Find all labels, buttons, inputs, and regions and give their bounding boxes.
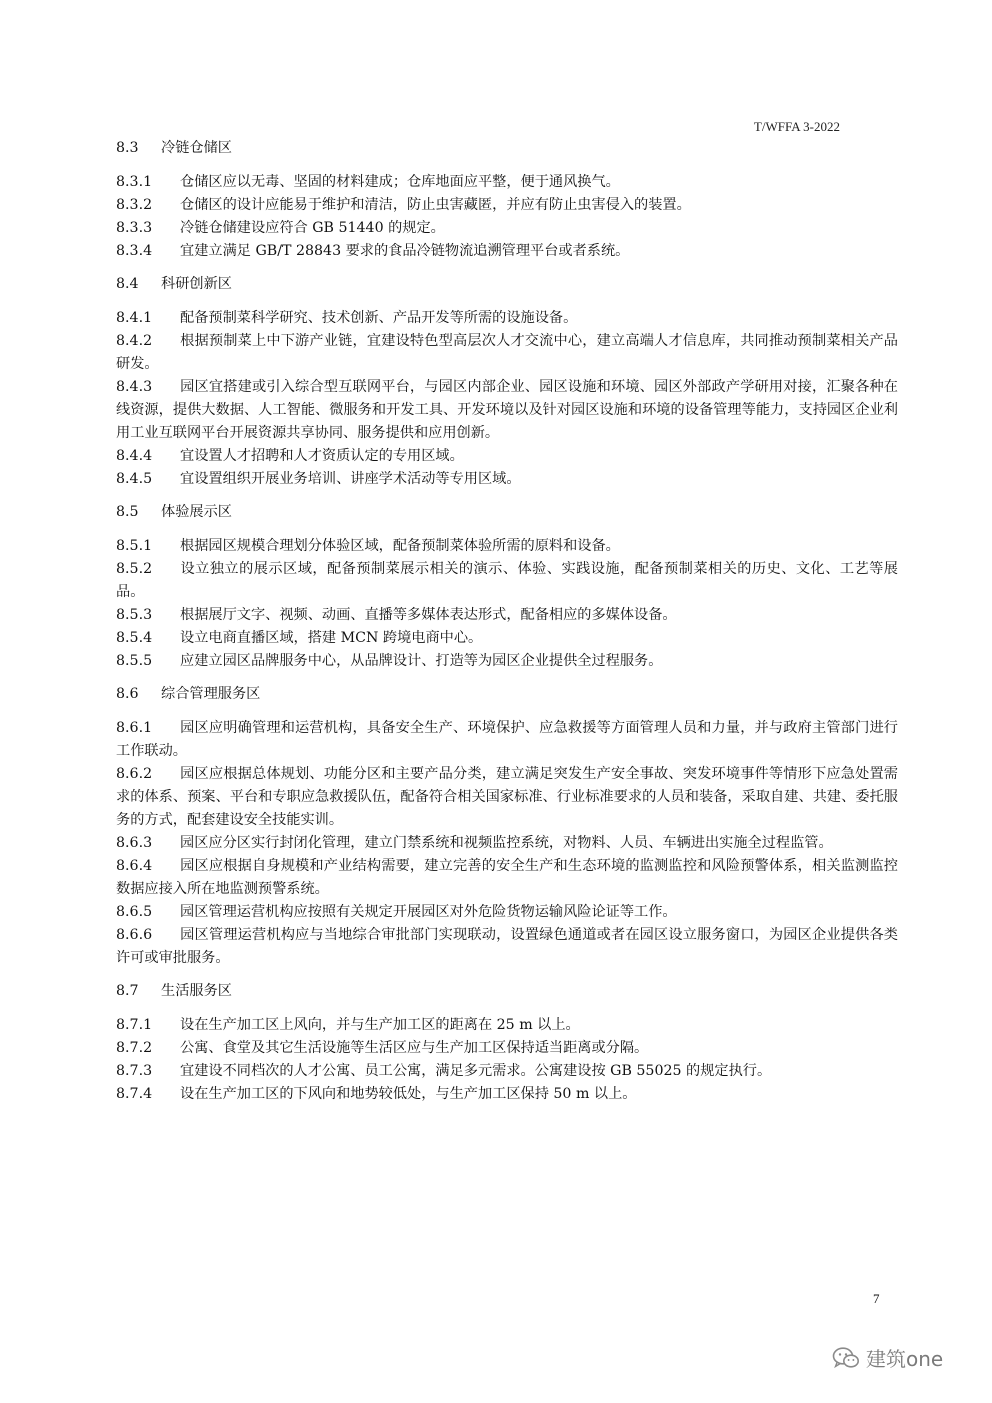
clause-number: 8.4.5	[116, 471, 153, 487]
clause-text: 仓储区应以无毒、坚固的材料建成；仓库地面应平整，便于通风换气。	[180, 174, 620, 190]
section	[116, 980, 898, 1106]
clause-number: 8.6.6	[116, 927, 153, 943]
clause	[116, 558, 898, 604]
clause	[116, 376, 898, 445]
clause-text: 仓储区的设计应能易于维护和清洁，防止虫害藏匿，并应有防止虫害侵入的装置。	[180, 197, 691, 213]
clause	[116, 1083, 898, 1106]
clause	[116, 445, 898, 468]
clause-number: 8.3.2	[116, 197, 153, 213]
section-heading	[116, 501, 898, 524]
clause	[116, 330, 898, 376]
clause	[116, 1014, 898, 1037]
clause-number: 8.7.2	[116, 1040, 153, 1056]
clause-number: 8.6.4	[116, 858, 153, 874]
clause-text: 设在生产加工区的下风向和地势较低处，与生产加工区保持 50 m 以上。	[180, 1086, 637, 1102]
clause-number: 8.7.4	[116, 1086, 153, 1102]
clause-number: 8.5.2	[116, 561, 153, 577]
document-code: T/WFFA 3-2022	[753, 119, 840, 134]
clause-number: 8.4.2	[116, 333, 153, 349]
clause	[116, 832, 898, 855]
section-heading	[116, 980, 898, 1003]
clause-number: 8.5.4	[116, 630, 153, 646]
clause-text: 园区应根据自身规模和产业结构需要，建立完善的安全生产和生态环境的监测监控和风险预警体系，相关监测监控数据应接入所在地监测预警系统。	[116, 858, 898, 897]
clause	[116, 1060, 898, 1083]
clause-text: 根据园区规模合理划分体验区域，配备预制菜体验所需的原料和设备。	[180, 538, 620, 554]
section-number: 8.5	[116, 504, 139, 520]
clause-text: 宜建立满足 GB/T 28843 要求的食品冷链物流追溯管理平台或者系统。	[180, 243, 630, 259]
clause	[116, 194, 898, 217]
clause-text: 设在生产加工区上风向，并与生产加工区的距离在 25 m 以上。	[180, 1017, 580, 1033]
clause-text: 公寓、食堂及其它生活设施等生活区应与生产加工区保持适当距离或分隔。	[180, 1040, 649, 1056]
section	[116, 501, 898, 673]
clause-text: 设立独立的展示区域，配备预制菜展示相关的演示、体验、实践设施，配备预制菜相关的历史、文化、工艺等展品。	[116, 561, 898, 600]
section	[116, 683, 898, 970]
section-heading	[116, 273, 898, 296]
clause	[116, 307, 898, 330]
clause-text: 宜设置人才招聘和人才资质认定的专用区域。	[180, 448, 464, 464]
clause	[116, 535, 898, 558]
clause	[116, 855, 898, 901]
clause-text: 配备预制菜科学研究、技术创新、产品开发等所需的设施设备。	[180, 310, 578, 326]
clause-number: 8.7.3	[116, 1063, 153, 1079]
clause	[116, 1037, 898, 1060]
section-title: 科研创新区	[161, 276, 232, 292]
section	[116, 273, 898, 491]
wechat-icon	[832, 1346, 860, 1370]
clause-number: 8.7.1	[116, 1017, 153, 1033]
clause-text: 园区应分区实行封闭化管理，建立门禁系统和视频监控系统，对物料、人员、车辆进出实施全过程监管。	[180, 835, 833, 851]
clause-text: 园区应明确管理和运营机构，具备安全生产、环境保护、应急救援等方面管理人员和力量，并与政府主管部门进行工作联动。	[116, 720, 898, 759]
clause	[116, 604, 898, 627]
section-heading	[116, 683, 898, 706]
clause-number: 8.4.3	[116, 379, 153, 395]
page-number: 7	[873, 1291, 880, 1306]
clause-text: 园区管理运营机构应按照有关规定开展园区对外危险货物运输风险论证等工作。	[180, 904, 677, 920]
clause	[116, 763, 898, 832]
clause-number: 8.3.1	[116, 174, 153, 190]
clause-text: 园区宜搭建或引入综合型互联网平台，与园区内部企业、园区设施和环境、园区外部政产学研用对接，汇聚各种在线资源，提供大数据、人工智能、微服务和开发工具、开发环境以及针对园区设施和环境的设备管理等能力，支持园区企业利用工业互联网平台开展资源共享协同、服务提供和应用创新。	[116, 379, 898, 441]
clause	[116, 901, 898, 924]
clause-number: 8.6.2	[116, 766, 153, 782]
clause	[116, 217, 898, 240]
clause-text: 根据预制菜上中下游产业链，宜建设特色型高层次人才交流中心，建立高端人才信息库，共同推动预制菜相关产品研发。	[116, 333, 898, 372]
section	[116, 137, 898, 263]
watermark-text: 建筑one	[866, 1347, 944, 1371]
clause	[116, 924, 898, 970]
clause	[116, 171, 898, 194]
section-number: 8.6	[116, 686, 139, 702]
clause-text: 设立电商直播区域，搭建 MCN 跨境电商中心。	[180, 630, 483, 646]
clause-number: 8.5.3	[116, 607, 153, 623]
section-title: 冷链仓储区	[161, 140, 232, 156]
section-number: 8.3	[116, 140, 139, 156]
clause-number: 8.6.1	[116, 720, 153, 736]
clause-number: 8.4.4	[116, 448, 153, 464]
section-number: 8.4	[116, 276, 139, 292]
clause-number: 8.4.1	[116, 310, 153, 326]
document-body	[116, 137, 898, 1106]
clause-number: 8.6.5	[116, 904, 153, 920]
clause-text: 根据展厅文字、视频、动画、直播等多媒体表达形式，配备相应的多媒体设备。	[180, 607, 677, 623]
clause-text: 冷链仓储建设应符合 GB 51440 的规定。	[180, 220, 445, 236]
clause	[116, 650, 898, 673]
clause-number: 8.5.1	[116, 538, 153, 554]
clause-number: 8.3.4	[116, 243, 153, 259]
section-title: 生活服务区	[161, 983, 232, 999]
clause	[116, 717, 898, 763]
watermark	[832, 1343, 943, 1372]
section-title: 综合管理服务区	[161, 686, 261, 702]
clause	[116, 240, 898, 263]
clause-number: 8.6.3	[116, 835, 153, 851]
clause	[116, 627, 898, 650]
clause-text: 宜建设不同档次的人才公寓、员工公寓，满足多元需求。公寓建设按 GB 55025 的规定执行。	[180, 1063, 772, 1079]
section-title: 体验展示区	[161, 504, 232, 520]
clause-text: 园区应根据总体规划、功能分区和主要产品分类，建立满足突发生产安全事故、突发环境事件等情形下应急处置需求的体系、预案、平台和专职应急救援队伍，配备符合相关国家标准、行业标准要求的人员和装备，采取自建、共建、委托服务的方式，配套建设安全技能实训。	[116, 766, 898, 828]
clause-text: 园区管理运营机构应与当地综合审批部门实现联动，设置绿色通道或者在园区设立服务窗口，为园区企业提供各类许可或审批服务。	[116, 927, 898, 966]
section-number: 8.7	[116, 983, 139, 999]
clause-number: 8.3.3	[116, 220, 153, 236]
clause-number: 8.5.5	[116, 653, 153, 669]
clause-text: 应建立园区品牌服务中心，从品牌设计、打造等为园区企业提供全过程服务。	[180, 653, 663, 669]
clause-text: 宜设置组织开展业务培训、讲座学术活动等专用区域。	[180, 471, 521, 487]
clause	[116, 468, 898, 491]
section-heading	[116, 137, 898, 160]
